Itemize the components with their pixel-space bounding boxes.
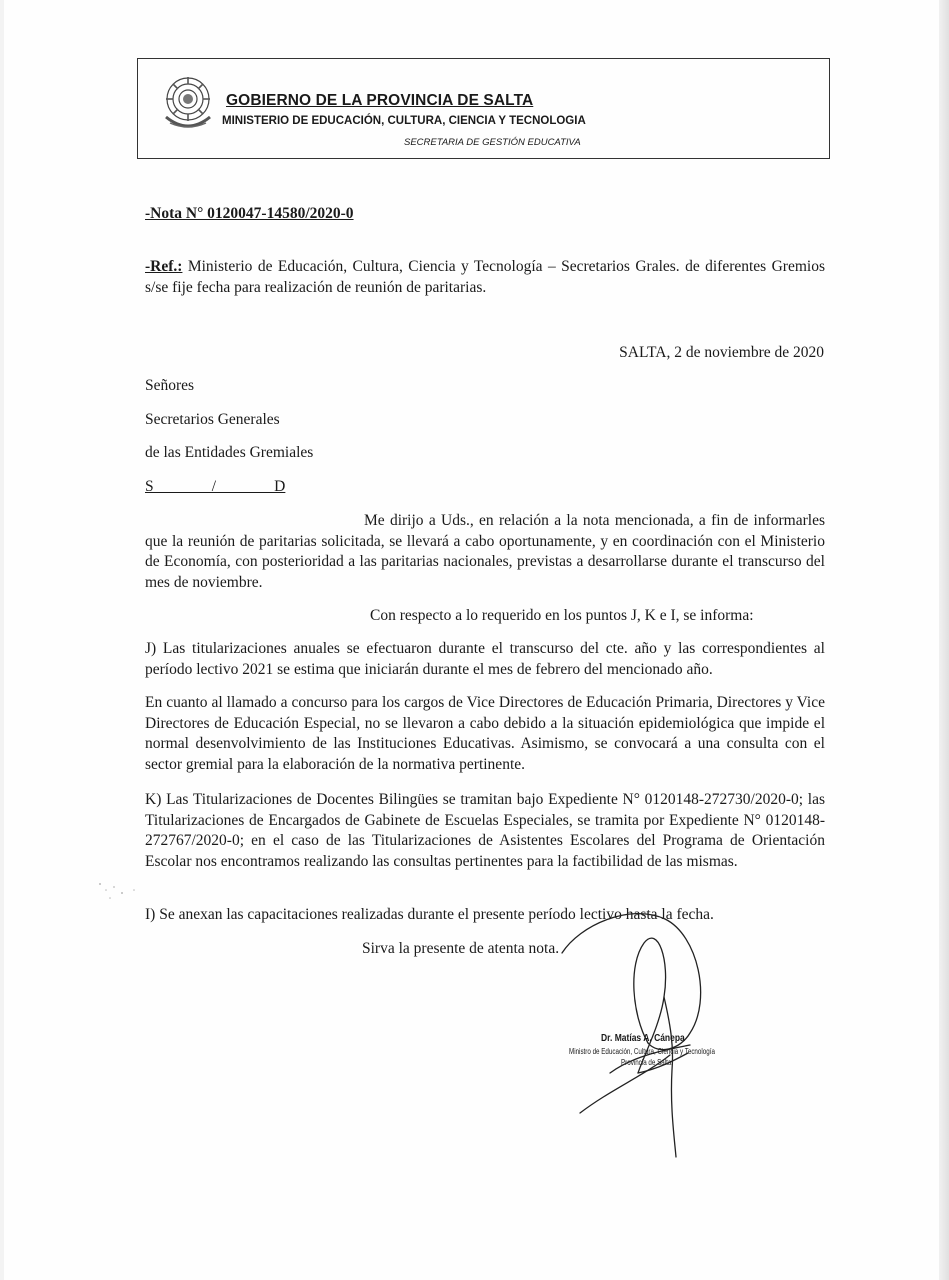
body-paragraph: I) Se anexan las capacitaciones realizadas durante el presente período lectivo hasta la fecha. <box>145 906 714 923</box>
reference <box>145 257 825 298</box>
reference-label: -Ref.: <box>145 258 183 275</box>
reference-text: Ministerio de Educación, Cultura, Ciencia y Tecnología – Secretarios Grales. de diferentes Gremios s/se fije fecha para realización de reunión de paritarias. <box>145 258 825 296</box>
signatory-role: Ministro de Educación, Cultura, Ciencia y Tecnología <box>569 1047 715 1056</box>
body-paragraph: K) Las Titularizaciones de Docentes Bilingües se tramitan bajo Expediente N° 0120148-272730/2020-0; las Titularizaciones de Encargados de Gabinete de Escuelas Especiales, se tramita por Expediente N° 0120148-272767/2020-0; en el caso de las Titularizaciones de Asistentes Escolares del Programa de Orientación Escolar nos encontramos realizando las consultas pertinentes para la factibilidad de las mismas. <box>145 791 825 870</box>
body-paragraph: Con respecto a lo requerido en los puntos J, K e I, se informa: <box>370 607 754 624</box>
note-number: -Nota N° 0120047-14580/2020-0 <box>145 205 354 222</box>
addressee-line: de las Entidades Gremiales <box>145 444 314 461</box>
closing-line: Sirva la presente de atenta nota. <box>362 940 560 957</box>
addressee-sd: S / D <box>145 478 286 495</box>
secretariat-name: SECRETARIA DE GESTIÓN EDUCATIVA <box>404 137 581 148</box>
body-paragraph: Me dirijo a Uds., en relación a la nota mencionada, a fin de informarles que la reunión de paritarias solicitada, se llevará a cabo oportunamente, y en coordinación con el Ministerio de Economía, con posterioridad a las paritarias nacionales, previstas a desarrollarse durante el transcurso del mes de noviembre. <box>145 512 825 591</box>
letter-date: SALTA, 2 de noviembre de 2020 <box>619 344 824 361</box>
addressee-line: Secretarios Generales <box>145 411 280 428</box>
signatory-place: Provincia de Salta <box>621 1058 672 1067</box>
provincial-seal-icon <box>160 73 216 133</box>
scan-smudge <box>92 878 152 908</box>
body-paragraph: J) Las titularizaciones anuales se efectuaron durante el transcurso del cte. año y las correspondientes al período lectivo 2021 se estima que iniciarán durante el mes de febrero del mencionado año. <box>145 640 825 678</box>
body-paragraph: En cuanto al llamado a concurso para los cargos de Vice Directores de Educación Primaria, Directores y Vice Directores de Educación Especial, no se llevaron a cabo debido a la situación epidemiológica que impide el normal desenvolvimiento de las Instituciones Educativas. Asimismo, se convocará a una consulta con el sector gremial para la elaboración de la normativa pertinente. <box>145 694 825 773</box>
page-edge-shadow <box>0 0 4 1280</box>
ministry-name: MINISTERIO DE EDUCACIÓN, CULTURA, CIENCIA Y TECNOLOGIA <box>222 115 586 127</box>
signatory-name: Dr. Matías A. Cánepa <box>601 1033 685 1044</box>
page-edge-shadow <box>939 0 949 1280</box>
government-title: GOBIERNO DE LA PROVINCIA DE SALTA <box>226 92 534 109</box>
addressee-line: Señores <box>145 377 195 394</box>
letterhead <box>137 58 830 159</box>
